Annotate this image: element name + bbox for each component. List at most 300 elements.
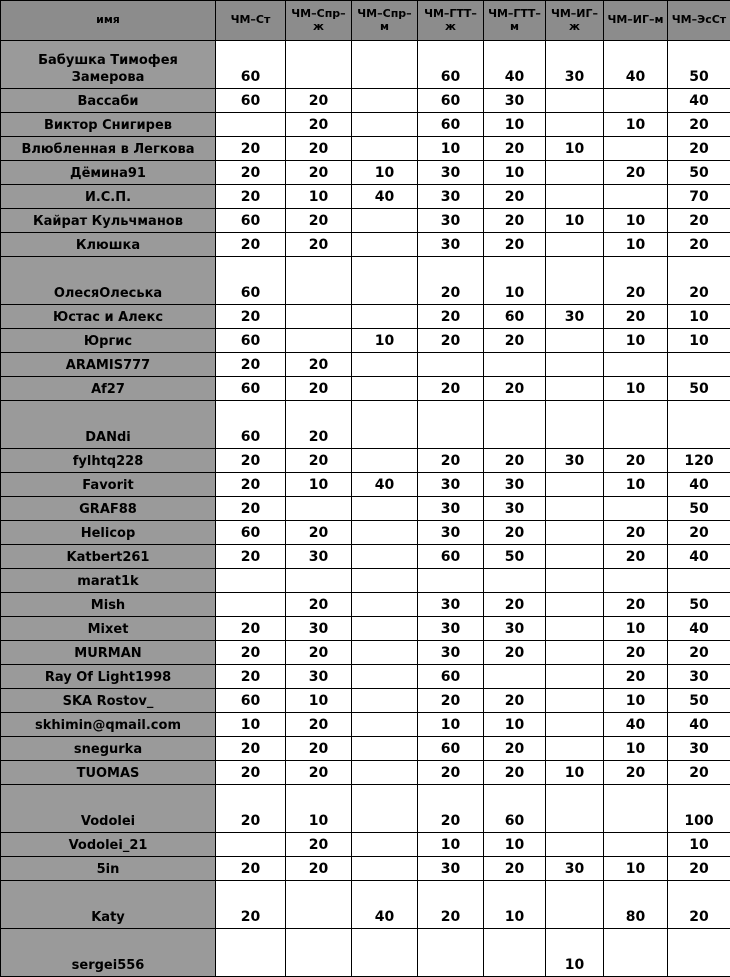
score-cell: 10 <box>604 689 668 713</box>
column-header: ЧМ–Ст <box>216 1 286 41</box>
score-cell <box>216 569 286 593</box>
score-cell: 20 <box>286 89 352 113</box>
table-row <box>1 113 730 137</box>
score-cell <box>352 857 418 881</box>
score-cell: 20 <box>418 881 484 929</box>
score-cell <box>546 881 604 929</box>
score-cell: 70 <box>668 185 730 209</box>
score-cell: 10 <box>484 113 546 137</box>
score-cell: 20 <box>604 665 668 689</box>
score-cell: 60 <box>418 89 484 113</box>
score-cell <box>216 593 286 617</box>
score-cell: 10 <box>668 329 730 353</box>
score-cell: 20 <box>216 545 286 569</box>
table-row <box>1 401 730 449</box>
score-cell: 20 <box>604 257 668 305</box>
score-cell <box>352 641 418 665</box>
score-cell: 20 <box>286 833 352 857</box>
participant-name: ARAMIS777 <box>1 353 216 377</box>
score-cell <box>546 737 604 761</box>
table-row <box>1 713 730 737</box>
score-cell: 30 <box>546 305 604 329</box>
score-cell: 60 <box>418 41 484 89</box>
score-cell: 20 <box>216 617 286 641</box>
score-cell: 60 <box>216 257 286 305</box>
score-cell: 10 <box>546 929 604 977</box>
score-cell: 20 <box>668 881 730 929</box>
score-cell <box>352 617 418 641</box>
score-cell <box>546 185 604 209</box>
score-cell: 20 <box>216 785 286 833</box>
score-cell <box>604 89 668 113</box>
participant-name: Helicop <box>1 521 216 545</box>
table-row <box>1 41 730 89</box>
column-header: ЧМ–ЭсСт <box>668 1 730 41</box>
score-cell: 20 <box>286 233 352 257</box>
participant-name: TUOMAS <box>1 761 216 785</box>
table-header <box>1 1 730 41</box>
score-cell: 20 <box>216 641 286 665</box>
score-cell: 30 <box>418 473 484 497</box>
score-cell <box>604 137 668 161</box>
column-header: ЧМ–ИГ–м <box>604 1 668 41</box>
score-cell: 20 <box>668 257 730 305</box>
score-cell <box>286 497 352 521</box>
table-row <box>1 929 730 977</box>
table-row <box>1 209 730 233</box>
score-cell: 40 <box>352 473 418 497</box>
score-cell: 30 <box>418 161 484 185</box>
score-cell <box>216 113 286 137</box>
score-cell: 10 <box>546 761 604 785</box>
score-cell: 30 <box>484 473 546 497</box>
score-cell <box>286 329 352 353</box>
score-cell: 20 <box>604 593 668 617</box>
score-cell <box>546 713 604 737</box>
score-cell <box>546 545 604 569</box>
participant-name: SKA Rostov_ <box>1 689 216 713</box>
score-cell <box>352 593 418 617</box>
table-row <box>1 737 730 761</box>
table-row <box>1 545 730 569</box>
table-row <box>1 785 730 833</box>
participant-name: Юстас и Алекс <box>1 305 216 329</box>
participant-name: Кайрат Кульчманов <box>1 209 216 233</box>
score-cell: 10 <box>604 377 668 401</box>
score-cell: 20 <box>484 377 546 401</box>
score-cell <box>546 593 604 617</box>
score-cell <box>352 377 418 401</box>
score-cell: 30 <box>418 617 484 641</box>
table-row <box>1 137 730 161</box>
score-cell <box>286 41 352 89</box>
score-cell <box>418 401 484 449</box>
score-cell <box>546 401 604 449</box>
score-cell <box>286 257 352 305</box>
table-row <box>1 305 730 329</box>
score-cell: 20 <box>604 641 668 665</box>
score-cell: 40 <box>668 713 730 737</box>
score-cell <box>484 665 546 689</box>
score-cell: 20 <box>216 137 286 161</box>
score-cell <box>352 353 418 377</box>
score-cell: 60 <box>216 209 286 233</box>
score-cell <box>352 785 418 833</box>
score-cell: 10 <box>604 737 668 761</box>
score-cell: 20 <box>418 449 484 473</box>
table-row <box>1 257 730 305</box>
score-cell <box>352 257 418 305</box>
score-cell: 50 <box>668 377 730 401</box>
table-row <box>1 329 730 353</box>
score-cell: 20 <box>216 497 286 521</box>
score-cell <box>286 881 352 929</box>
score-cell: 20 <box>484 233 546 257</box>
participant-name: MURMAN <box>1 641 216 665</box>
score-cell: 20 <box>418 257 484 305</box>
score-cell <box>668 929 730 977</box>
table-row <box>1 761 730 785</box>
participant-name: Mixet <box>1 617 216 641</box>
score-cell: 20 <box>484 689 546 713</box>
score-cell: 20 <box>216 665 286 689</box>
score-cell <box>352 209 418 233</box>
score-cell: 50 <box>668 41 730 89</box>
score-cell <box>352 929 418 977</box>
score-cell: 20 <box>286 761 352 785</box>
score-cell: 40 <box>484 41 546 89</box>
score-cell <box>352 41 418 89</box>
score-cell: 50 <box>668 161 730 185</box>
score-cell: 10 <box>286 689 352 713</box>
table-row <box>1 593 730 617</box>
score-cell: 60 <box>484 305 546 329</box>
score-cell: 20 <box>216 161 286 185</box>
table-row <box>1 449 730 473</box>
score-cell: 30 <box>546 41 604 89</box>
score-cell <box>418 353 484 377</box>
header-row <box>1 1 730 41</box>
participant-name: snegurka <box>1 737 216 761</box>
score-cell <box>352 737 418 761</box>
score-cell <box>352 569 418 593</box>
score-cell: 30 <box>418 593 484 617</box>
participant-name: Дёмина91 <box>1 161 216 185</box>
table-row <box>1 353 730 377</box>
table-row <box>1 641 730 665</box>
score-cell: 20 <box>668 113 730 137</box>
column-header: ЧМ–ГТТ–м <box>484 1 546 41</box>
score-cell <box>352 137 418 161</box>
score-cell: 20 <box>216 449 286 473</box>
score-cell <box>546 617 604 641</box>
score-cell <box>546 233 604 257</box>
score-cell <box>352 833 418 857</box>
score-cell: 20 <box>484 209 546 233</box>
participant-name: Ray Of Light1998 <box>1 665 216 689</box>
score-cell <box>286 305 352 329</box>
score-cell: 40 <box>668 617 730 641</box>
participant-name: Юргис <box>1 329 216 353</box>
score-cell: 10 <box>484 713 546 737</box>
score-cell: 10 <box>546 209 604 233</box>
score-cell: 30 <box>286 665 352 689</box>
score-cell: 20 <box>668 857 730 881</box>
score-cell <box>418 569 484 593</box>
table-row <box>1 689 730 713</box>
score-cell: 20 <box>604 761 668 785</box>
score-cell: 20 <box>286 353 352 377</box>
score-cell: 20 <box>484 857 546 881</box>
score-cell: 20 <box>484 641 546 665</box>
column-header: ЧМ–ГТТ–ж <box>418 1 484 41</box>
score-cell: 50 <box>668 593 730 617</box>
score-cell <box>546 785 604 833</box>
score-cell: 30 <box>418 521 484 545</box>
score-cell <box>604 497 668 521</box>
score-cell <box>484 569 546 593</box>
score-cell: 20 <box>216 761 286 785</box>
score-cell: 20 <box>216 185 286 209</box>
score-cell <box>546 161 604 185</box>
score-cell: 30 <box>546 449 604 473</box>
score-cell: 60 <box>418 665 484 689</box>
table-row <box>1 833 730 857</box>
score-cell: 20 <box>484 329 546 353</box>
score-cell: 20 <box>668 209 730 233</box>
score-cell: 120 <box>668 449 730 473</box>
score-cell: 20 <box>668 521 730 545</box>
score-cell <box>546 353 604 377</box>
score-cell: 60 <box>484 785 546 833</box>
score-cell: 80 <box>604 881 668 929</box>
score-cell: 30 <box>418 857 484 881</box>
score-cell: 20 <box>604 449 668 473</box>
score-cell: 20 <box>286 449 352 473</box>
score-cell <box>604 833 668 857</box>
score-cell: 10 <box>484 881 546 929</box>
score-cell: 10 <box>286 185 352 209</box>
score-cell: 10 <box>484 257 546 305</box>
score-cell: 10 <box>604 329 668 353</box>
score-cell: 30 <box>418 233 484 257</box>
score-cell: 40 <box>352 881 418 929</box>
participant-name: Katbert261 <box>1 545 216 569</box>
score-cell: 50 <box>668 497 730 521</box>
score-cell: 10 <box>216 713 286 737</box>
table-row <box>1 569 730 593</box>
score-cell: 20 <box>484 185 546 209</box>
table-row <box>1 881 730 929</box>
score-cell: 20 <box>216 857 286 881</box>
table-row <box>1 377 730 401</box>
score-cell: 10 <box>604 857 668 881</box>
score-cell: 20 <box>604 305 668 329</box>
score-cell: 100 <box>668 785 730 833</box>
score-cell: 60 <box>216 329 286 353</box>
score-cell: 30 <box>546 857 604 881</box>
score-cell <box>668 401 730 449</box>
column-header: ЧМ–Спр–м <box>352 1 418 41</box>
score-cell <box>604 785 668 833</box>
score-cell <box>352 113 418 137</box>
column-header-name: имя <box>1 1 216 41</box>
score-cell <box>546 497 604 521</box>
score-cell: 30 <box>418 185 484 209</box>
participant-name: GRAF88 <box>1 497 216 521</box>
score-cell: 20 <box>484 137 546 161</box>
score-cell: 10 <box>546 137 604 161</box>
score-cell: 20 <box>604 545 668 569</box>
score-cell: 20 <box>286 209 352 233</box>
score-cell <box>546 689 604 713</box>
table-row <box>1 665 730 689</box>
score-cell: 20 <box>286 137 352 161</box>
score-cell: 30 <box>418 641 484 665</box>
score-cell <box>546 89 604 113</box>
score-cell: 20 <box>286 641 352 665</box>
score-cell <box>352 449 418 473</box>
score-cell: 20 <box>604 521 668 545</box>
participant-name: DANdi <box>1 401 216 449</box>
score-cell <box>546 665 604 689</box>
score-cell: 10 <box>668 833 730 857</box>
score-cell: 20 <box>286 377 352 401</box>
score-cell: 10 <box>352 329 418 353</box>
column-header: ЧМ–ИГ–ж <box>546 1 604 41</box>
score-cell: 30 <box>418 497 484 521</box>
participant-name: 5in <box>1 857 216 881</box>
score-cell: 30 <box>484 89 546 113</box>
participant-name: Af27 <box>1 377 216 401</box>
score-cell: 20 <box>216 353 286 377</box>
score-cell: 20 <box>668 761 730 785</box>
score-cell: 60 <box>418 545 484 569</box>
table-row <box>1 185 730 209</box>
score-cell: 20 <box>418 761 484 785</box>
score-cell: 60 <box>216 377 286 401</box>
score-cell <box>352 305 418 329</box>
score-cell: 20 <box>286 113 352 137</box>
score-cell: 20 <box>286 857 352 881</box>
score-cell: 40 <box>352 185 418 209</box>
table-body <box>1 41 730 977</box>
participant-name: Mish <box>1 593 216 617</box>
score-cell <box>352 401 418 449</box>
score-cell <box>484 353 546 377</box>
score-cell: 20 <box>418 377 484 401</box>
score-cell: 20 <box>286 737 352 761</box>
score-cell <box>604 353 668 377</box>
score-cell: 20 <box>604 161 668 185</box>
score-cell: 20 <box>484 761 546 785</box>
score-cell: 10 <box>604 233 668 257</box>
score-cell <box>546 377 604 401</box>
score-cell: 10 <box>604 209 668 233</box>
score-cell: 10 <box>418 833 484 857</box>
table-row <box>1 473 730 497</box>
participant-name: Vodolei_21 <box>1 833 216 857</box>
score-cell: 30 <box>484 617 546 641</box>
participant-name: Влюбленная в Легкова <box>1 137 216 161</box>
score-cell: 10 <box>668 305 730 329</box>
score-cell: 20 <box>216 473 286 497</box>
score-cell: 60 <box>216 401 286 449</box>
participant-name: marat1k <box>1 569 216 593</box>
score-cell: 20 <box>668 137 730 161</box>
score-cell: 10 <box>418 137 484 161</box>
table-row <box>1 857 730 881</box>
score-cell: 40 <box>668 473 730 497</box>
score-cell <box>352 89 418 113</box>
score-cell: 30 <box>484 497 546 521</box>
score-cell: 40 <box>604 713 668 737</box>
score-cell: 20 <box>484 449 546 473</box>
table-row <box>1 497 730 521</box>
score-cell: 10 <box>484 833 546 857</box>
score-cell: 20 <box>484 521 546 545</box>
participant-name: sergei556 <box>1 929 216 977</box>
score-cell <box>352 665 418 689</box>
score-cell: 20 <box>216 737 286 761</box>
participant-name: Favorit <box>1 473 216 497</box>
score-cell: 10 <box>484 161 546 185</box>
score-cell: 50 <box>484 545 546 569</box>
score-cell <box>546 257 604 305</box>
score-cell: 60 <box>216 89 286 113</box>
participant-name: Клюшка <box>1 233 216 257</box>
score-cell <box>216 929 286 977</box>
score-cell: 30 <box>286 545 352 569</box>
participant-name: skhimin@qmail.com <box>1 713 216 737</box>
score-cell: 20 <box>286 713 352 737</box>
table-row <box>1 233 730 257</box>
score-cell: 10 <box>286 785 352 833</box>
score-cell <box>668 353 730 377</box>
column-header: ЧМ–Спр–ж <box>286 1 352 41</box>
score-cell: 40 <box>604 41 668 89</box>
score-cell <box>484 401 546 449</box>
table-row <box>1 161 730 185</box>
score-cell <box>546 521 604 545</box>
score-cell: 20 <box>286 401 352 449</box>
score-cell: 60 <box>216 689 286 713</box>
score-cell <box>546 473 604 497</box>
score-cell <box>352 761 418 785</box>
score-cell: 60 <box>418 113 484 137</box>
score-cell <box>352 497 418 521</box>
participant-name: ОлесяОлеська <box>1 257 216 305</box>
participant-name: Vodolei <box>1 785 216 833</box>
score-cell <box>546 641 604 665</box>
score-cell: 40 <box>668 89 730 113</box>
table-row <box>1 89 730 113</box>
score-cell: 20 <box>216 881 286 929</box>
score-cell <box>604 929 668 977</box>
score-cell: 30 <box>668 665 730 689</box>
score-cell <box>352 545 418 569</box>
score-cell: 60 <box>216 41 286 89</box>
score-cell: 20 <box>286 521 352 545</box>
score-cell: 50 <box>668 689 730 713</box>
score-cell <box>546 833 604 857</box>
participant-name: Бабушка Тимофея Замерова <box>1 41 216 89</box>
score-cell: 20 <box>668 641 730 665</box>
score-cell <box>604 569 668 593</box>
score-cell: 20 <box>668 233 730 257</box>
score-cell: 10 <box>286 473 352 497</box>
score-cell <box>484 929 546 977</box>
